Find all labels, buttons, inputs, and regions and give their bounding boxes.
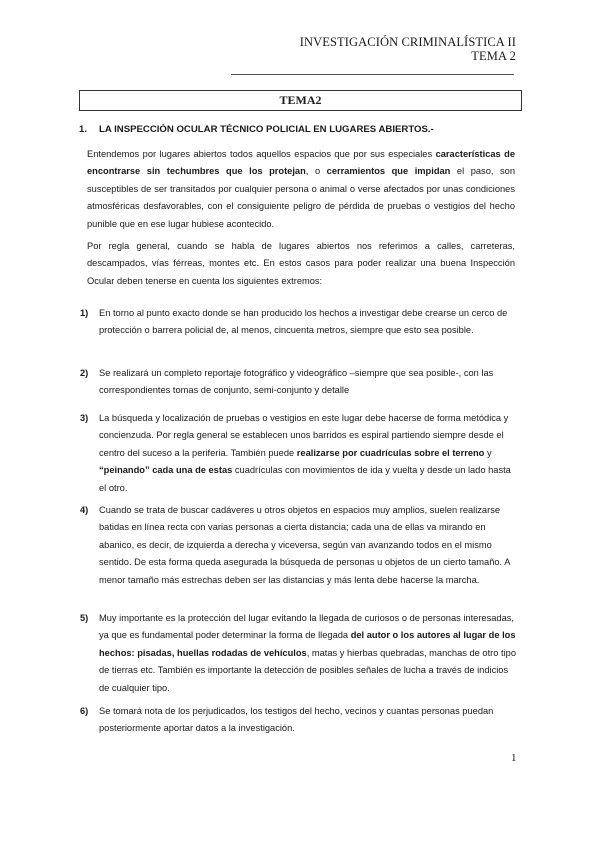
list-item-text bbox=[99, 610, 520, 697]
topic-title-box: TEMA2 bbox=[79, 90, 522, 111]
text-run: el paso, son susceptibles de ser transitados por cualquier persona o animal o verse afectados por unas condiciones atmosféricas desfavorables, con el consiguiente peligro de pérdida de pruebas o vestigios del hecho punible que en ese lugar hubiese acontecido. bbox=[87, 166, 516, 229]
text-run: y bbox=[484, 447, 492, 458]
bold-run: del autor o los autores al lugar de los hechos: pisadas, huellas rodadas de vehículos bbox=[99, 630, 516, 658]
text-run: , o bbox=[305, 166, 327, 177]
list-item-number: 2) bbox=[80, 368, 89, 378]
list-item-number: 3) bbox=[80, 413, 89, 423]
intro-paragraph bbox=[87, 146, 515, 233]
list-item bbox=[80, 502, 520, 589]
bold-run: cerramientos que impidan bbox=[326, 166, 451, 177]
list-item bbox=[80, 365, 520, 400]
list-item-number: 6) bbox=[80, 706, 89, 716]
bold-run: características de encontrarse sin techumbres que los protejan bbox=[87, 149, 516, 177]
page-number: 1 bbox=[511, 752, 517, 764]
text-run: Entendemos por lugares abiertos todos aquellos espacios que por sus especiales bbox=[87, 149, 436, 159]
section-heading bbox=[79, 124, 529, 136]
section-title: LA INSPECCIÓN OCULAR TÉCNICO POLICIAL EN LUGARES ABIERTOS.- bbox=[99, 124, 434, 135]
list-item bbox=[80, 703, 520, 738]
text-run: , matas y hierbas quebradas, manchas de otro tipo de tierras etc. También es importante la detección de posibles señales de lucha a través de indicios de cualquier tipo. bbox=[99, 647, 517, 693]
running-header bbox=[300, 35, 516, 63]
list-item-text: Se tomará nota de los perjudicados, los testigos del hecho, vecinos y cuantas personas puedan posteriormente aportar datos a la investigación. bbox=[99, 706, 494, 734]
list-item-text: Cuando se trata de buscar cadáveres u otros objetos en espacios muy amplios, suelen realizarse batidas en línea recta con varias personas a cierta distancia; cada una de ellas va mirando en abanico, es decir, de izquierda a derecha y viceversa, según van avanzando todos en el mismo sentido. De esta forma queda asegurada la búsqueda de personas u objetos de un cierto tamaño. A menor tamaño más estrechas deben ser las distancias y más lenta debe hacerse la marcha. bbox=[99, 505, 510, 585]
text-run: cuadrículas con movimientos de ida y vuelta y desde un lado hasta el otro. bbox=[99, 465, 511, 493]
header-topic: TEMA 2 bbox=[471, 49, 516, 63]
list-item-number: 1) bbox=[80, 308, 89, 318]
text-run: La búsqueda y localización de pruebas o vestigios en este lugar debe hacerse de forma metódica y concienzuda. Por regla general se establecen unos barridos es espiral partiendo siempre desde el centro del suceso a la periferia. También puede bbox=[99, 413, 509, 458]
bold-run: realizarse por cuadrículas sobre el terreno bbox=[296, 447, 485, 458]
list-item-text bbox=[99, 410, 520, 497]
list-item-text: Se realizará un completo reportaje fotográfico y videográfico –siempre que sea posible-, con las correspondientes tomas de conjunto, semi-conjunto y detalle bbox=[99, 368, 494, 396]
header-course-title: INVESTIGACIÓN CRIMINALÍSTICA II bbox=[299, 35, 516, 49]
section-number: 1. bbox=[79, 124, 88, 135]
text-run: Muy importante es la protección del lugar evitando la llegada de curiosos o de personas interesadas, ya que es fundamental poder determinar la forma de llegada bbox=[99, 613, 514, 641]
second-paragraph: Por regla general, cuando se habla de lugares abiertos nos referimos a calles, carreteras, descampados, vías férreas, montes etc. En estos casos para poder realizar una buena Inspección Ocular deben tenerse en cuenta los siguientes extremos: bbox=[87, 241, 515, 286]
list-item bbox=[80, 410, 520, 497]
list-item bbox=[80, 610, 520, 697]
list-item bbox=[80, 305, 520, 340]
header-divider bbox=[231, 74, 514, 75]
list-item-number: 5) bbox=[80, 613, 89, 623]
list-item-number: 4) bbox=[80, 505, 89, 515]
list-item-text: En torno al punto exacto donde se han producido los hechos a investigar debe crearse un cerco de protección o barrera policial de, al menos, cincuenta metros, siempre que esto sea posible. bbox=[99, 308, 508, 336]
bold-run: “peinando” cada una de estas bbox=[99, 465, 233, 476]
